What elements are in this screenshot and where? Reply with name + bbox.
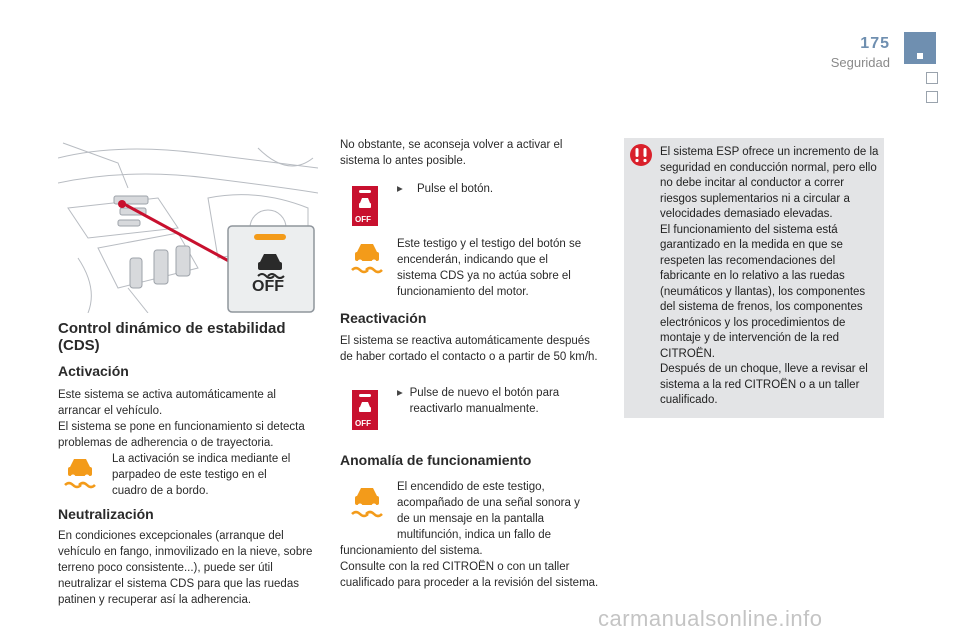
warning-text — [660, 145, 882, 409]
arrow-icon: ▸ — [397, 183, 403, 195]
heading-anomaly: Anomalía de funcionamiento — [340, 452, 532, 468]
cds-lamp-icon — [349, 484, 385, 520]
cds-off-button-icon — [352, 186, 378, 226]
arrow-icon: ▸ — [397, 387, 403, 399]
reactivate-advice: No obstante, se aconseja volver a activar el sistema lo antes posible. — [340, 139, 563, 167]
section-tab[interactable] — [926, 91, 938, 103]
press-button-step — [397, 181, 493, 197]
anomaly-lamp-text: El encendido de este testigo, acompañado de una señal sonora y de un mensaje en la pantalla multifunción, indica un fallo de — [397, 481, 580, 541]
anomaly-text-2: Consulte con la red CITROËN o con un taller cualificado para proceder a la revisión del sistema. — [340, 561, 599, 589]
press-again-step — [397, 385, 587, 417]
page-title: Control dinámico de estabilidad (CDS) — [58, 320, 286, 354]
warning-exclamation-icon — [629, 143, 653, 172]
section-tab[interactable] — [926, 72, 938, 84]
section-name: Seguridad — [830, 55, 890, 70]
cds-lamp-icon — [349, 240, 385, 276]
tab-marker-icon — [917, 53, 923, 59]
warning-p3: Después de un choque, lleve a revisar el sistema a la red CITROËN o a un taller cualificado. — [660, 363, 868, 406]
button-off-label: OFF — [355, 215, 371, 224]
press-again-text: Pulse de nuevo el botón para reactivarlo manualmente. — [409, 387, 560, 415]
neutralization-text: En condiciones excepcionales (arranque del vehículo en fango, inmovilizado en la nieve, sobre terreno poco consistente...), puede ser útil neutralizar el sistema CDS para que las ruedas patinen y recuperar así la adherencia. — [58, 530, 313, 606]
heading-reactivation: Reactivación — [340, 310, 427, 326]
page-number: 175 — [860, 35, 890, 52]
activation-text-1: Este sistema se activa automáticamente al arrancar el vehículo. — [58, 389, 276, 417]
activation-text-2: El sistema se pone en funcionamiento si detecta problemas de adherencia o de trayectoria. — [58, 421, 305, 449]
button-off-label: OFF — [355, 419, 371, 428]
watermark: carmanualsonline.info — [598, 606, 823, 631]
heading-neutralization: Neutralización — [58, 506, 154, 522]
main-title — [58, 320, 318, 354]
reactivation-text: El sistema se reactiva automáticamente después de haber cortado el contacto o a partir de 50 km/h. — [340, 335, 598, 363]
warning-p2: El funcionamiento del sistema está garantizado en la medida en que se respeten las recomendaciones del fabricante en lo relativo a las ruedas (neumáticos y llantas), los componentes del sistema de frenos, los componentes electrónicos y los procedimientos de montaje y de intervención de la red CITROËN. — [660, 223, 866, 360]
activation-text — [58, 387, 320, 451]
press-button-text: Pulse el botón. — [417, 183, 494, 195]
cds-off-button-icon — [352, 390, 378, 430]
illustration-off-label: OFF — [252, 278, 284, 295]
heading-activation: Activación — [58, 363, 129, 379]
anomaly-text-cont: funcionamiento del sistema. — [340, 545, 483, 557]
section-tab-active[interactable] — [904, 32, 936, 64]
warning-p1: El sistema ESP ofrece un incremento de la seguridad en conducción normal, pero ello no debe incitar al conductor a correr riesgos suplementarios ni a circular a velocidades demasiado elevadas. — [660, 146, 879, 220]
dashboard-illustration — [58, 138, 318, 313]
activation-lamp-text: La activación se indica mediante el parpadeo de este testigo en el cuadro de a bordo. — [112, 453, 291, 497]
lamp-on-text: Este testigo y el testigo del botón se encenderán, indicando que el sistema CDS ya no actúa sobre el funcionamiento del motor. — [397, 238, 582, 298]
anomaly-text — [340, 543, 602, 591]
cds-lamp-icon — [62, 455, 98, 491]
